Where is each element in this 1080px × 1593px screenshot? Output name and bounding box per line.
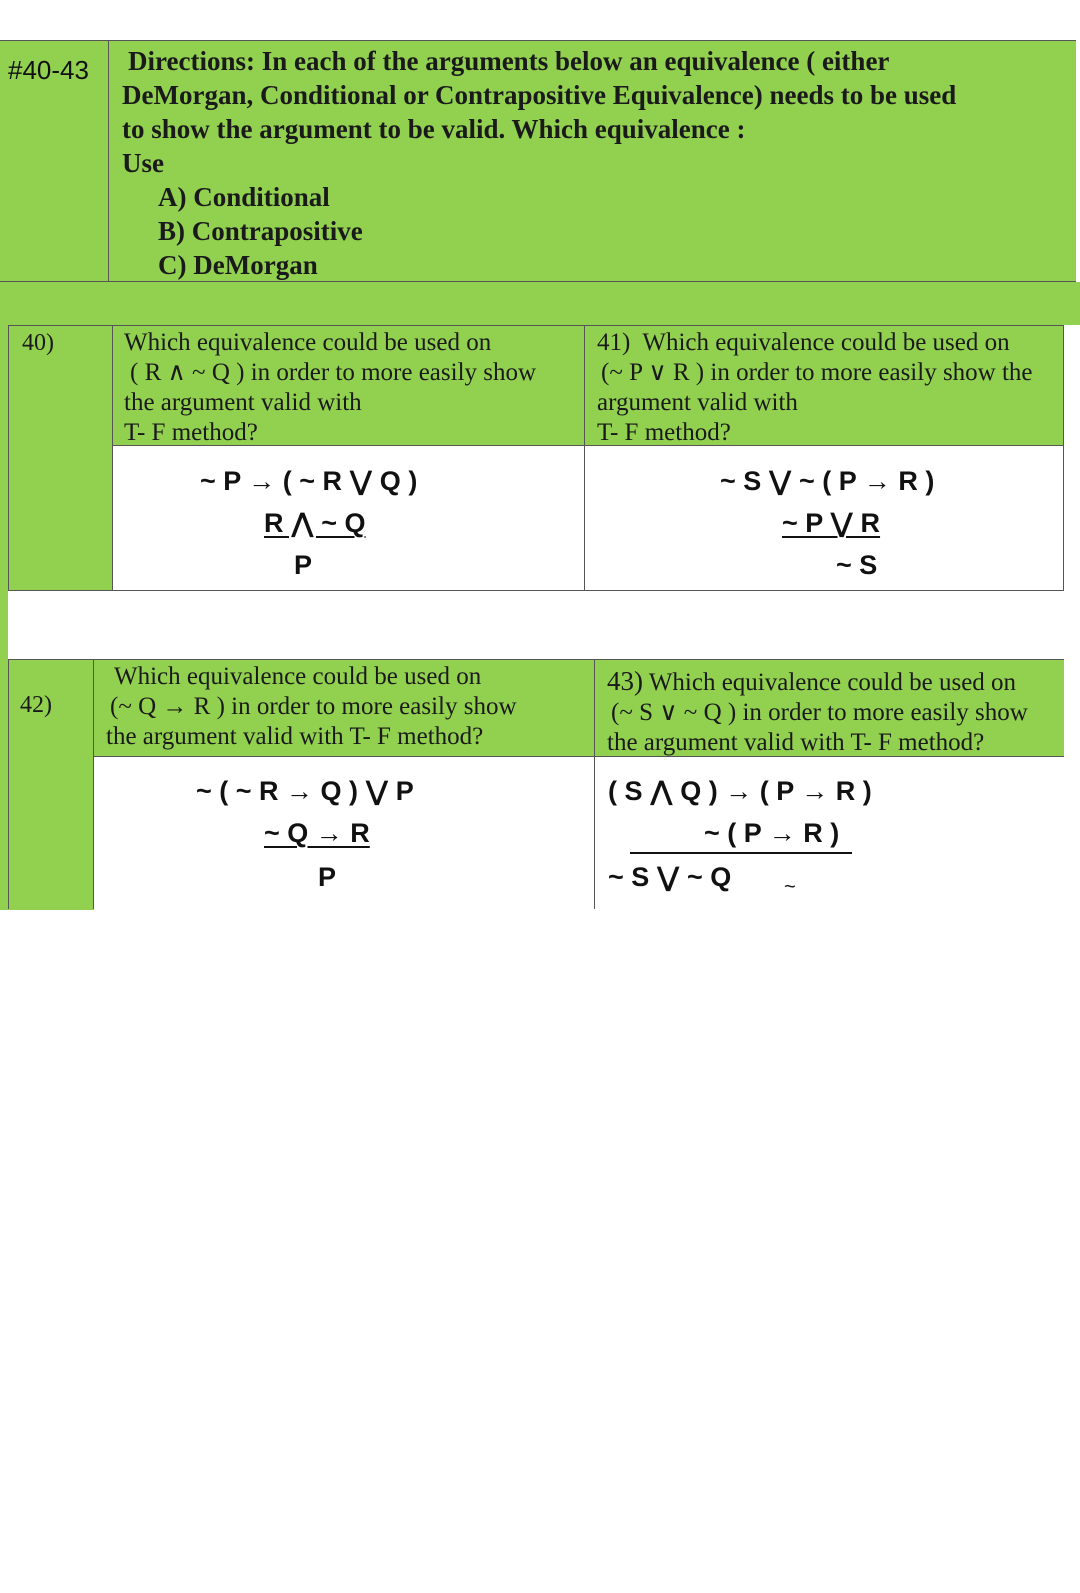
directions <box>122 44 1067 282</box>
question-line: T- F method? <box>597 419 731 446</box>
argument-41-conclusion: ~ S <box>836 550 878 580</box>
question-41 <box>597 328 1059 448</box>
option-list <box>122 180 1067 282</box>
question-line: Which equivalence could be used on <box>114 663 482 690</box>
question-line: the argument valid with <box>124 389 362 416</box>
question-line: (~ Q → R ) in order to more easily show <box>110 693 517 720</box>
question-line: T- F method? <box>124 419 258 446</box>
question-line <box>597 328 1059 358</box>
left-green-edge <box>0 325 8 655</box>
problem-number-40: 40) <box>22 330 54 356</box>
number-cell-40 <box>8 325 112 591</box>
argument-42-last-premise: ~ Q → R <box>264 818 370 848</box>
directions-line: DeMorgan, Conditional or Contrapositive Equivalence) needs to be used <box>122 80 957 110</box>
argument-41-premise: ~ S ⋁ ~ ( P → R ) <box>720 466 935 496</box>
argument-43-premise: ( S ⋀ Q ) → ( P → R ) <box>608 776 872 806</box>
argument-42-conclusion: P <box>318 862 337 892</box>
directions-line: Use <box>122 148 164 178</box>
stray-mark: ~ <box>784 876 796 898</box>
argument-43-rule <box>630 852 852 854</box>
option-conditional: A) Conditional <box>158 182 330 212</box>
separator-band <box>0 282 1080 325</box>
option-demorgan: C) DeMorgan <box>158 250 318 280</box>
argument-43-conclusion: ~ S ⋁ ~ Q <box>608 862 732 892</box>
question-42 <box>106 662 590 752</box>
argument-40-last-premise: R ⋀ ~ Q <box>264 508 366 538</box>
option-contrapositive: B) Contrapositive <box>158 216 363 246</box>
problem-number-43: 43) <box>607 666 643 696</box>
argument-40-premise: ~ P → ( ~ R ⋁ Q ) <box>200 466 418 496</box>
question-40 <box>124 328 580 448</box>
argument-42-premise: ~ ( ~ R → Q ) ⋁ P <box>196 776 414 806</box>
question-line: Which equivalence could be used on <box>124 329 492 356</box>
question-line: the argument valid with T- F method? <box>607 729 985 756</box>
question-line-text: Which equivalence could be used on <box>648 669 1017 696</box>
argument-40-conclusion: P <box>294 550 313 580</box>
question-line-text: Which equivalence could be used on <box>642 329 1010 356</box>
question-line: (~ P ∨ R ) in order to more easily show the <box>601 359 1033 386</box>
left-green-edge-2 <box>0 655 8 910</box>
question-43 <box>607 666 1062 758</box>
range-label: #40-43 <box>8 55 89 85</box>
question-line: ( R ∧ ~ Q ) in order to more easily show <box>130 359 537 386</box>
directions-line: to show the argument to be valid. Which equivalence : <box>122 114 746 144</box>
argument-43-last-premise: ~ ( P → R ) <box>704 818 840 848</box>
question-line: the argument valid with T- F method? <box>106 723 484 750</box>
directions-line: Directions: In each of the arguments below an equivalence ( either <box>128 46 890 76</box>
argument-41-last-premise: ~ P ⋁ R <box>782 508 881 538</box>
question-line: argument valid with <box>597 389 798 416</box>
question-line <box>607 666 1062 698</box>
problem-number-42: 42) <box>20 692 52 718</box>
question-line: (~ S ∨ ~ Q ) in order to more easily show <box>611 699 1028 726</box>
problem-number-41: 41) <box>597 329 631 356</box>
